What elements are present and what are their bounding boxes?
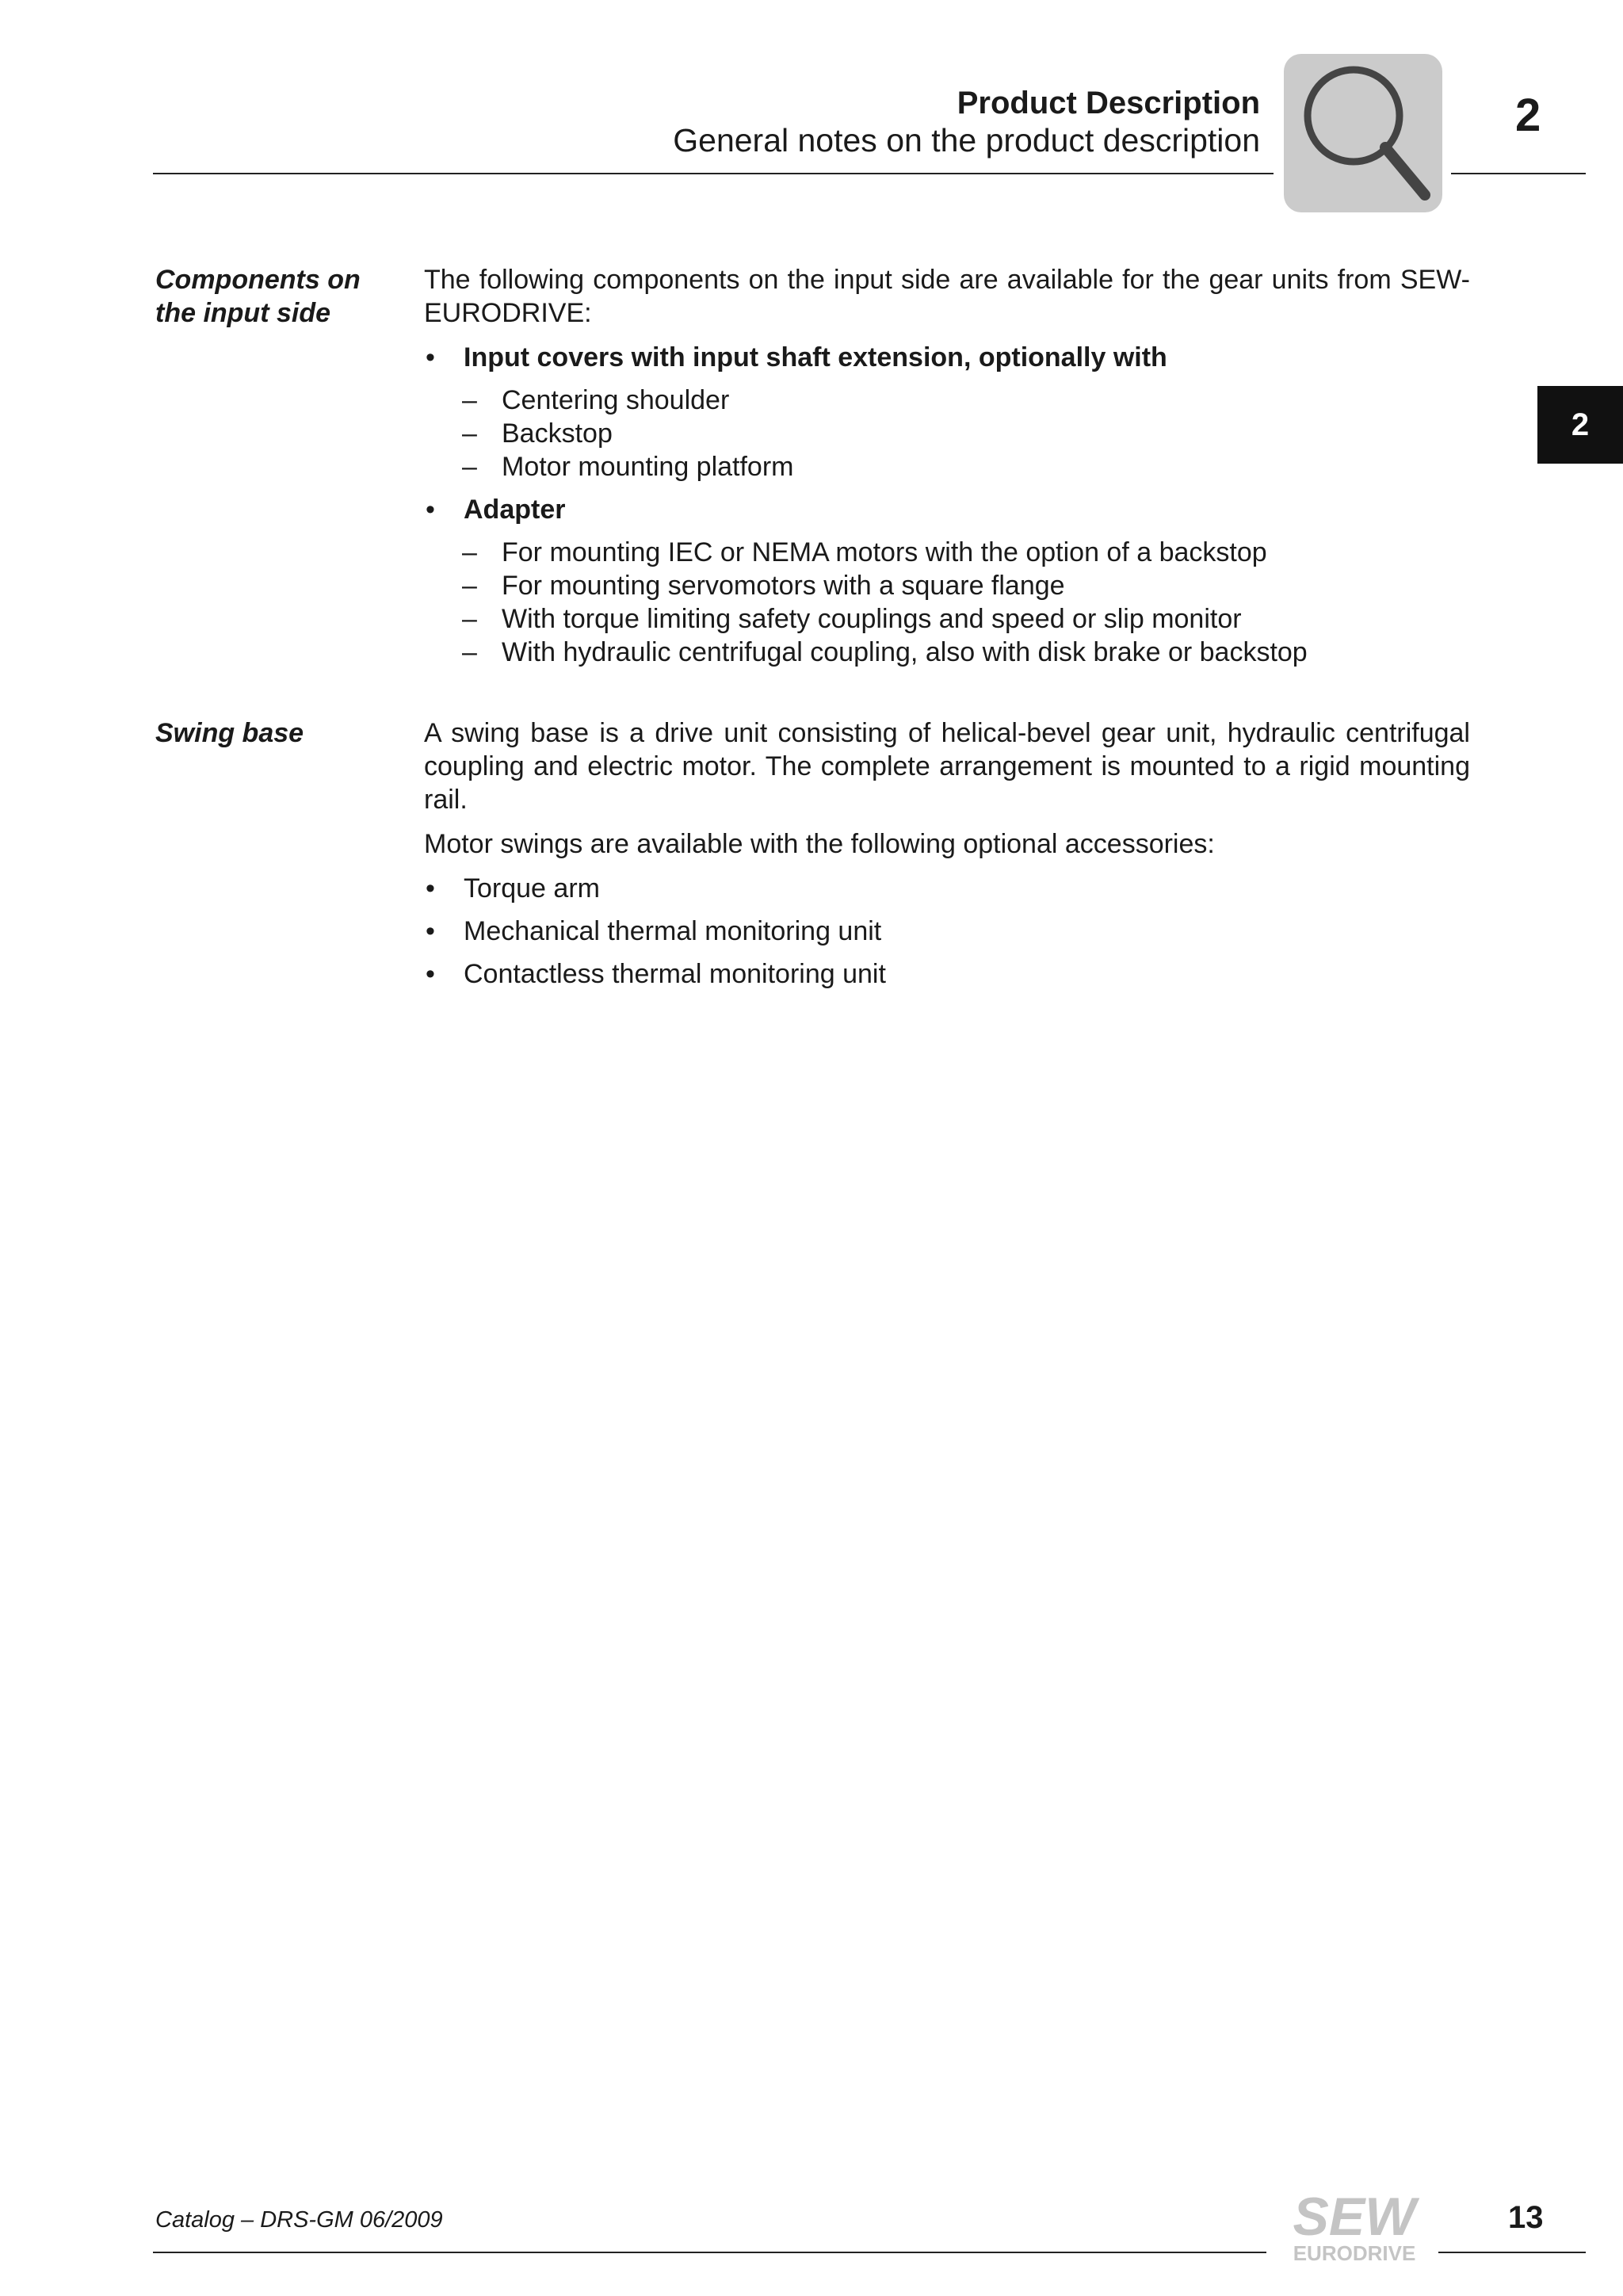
bullet-mark: • — [426, 495, 435, 525]
footer-rule-right — [1438, 2252, 1586, 2253]
header-rule-right — [1451, 173, 1586, 174]
page-title: Product Description — [957, 86, 1260, 120]
sub-list — [424, 384, 1470, 483]
list-item-text: Torque arm — [464, 873, 600, 904]
bullet-mark: • — [426, 873, 435, 904]
bullet-mark: • — [426, 959, 435, 989]
logo-word-bottom: EURODRIVE — [1293, 2241, 1416, 2265]
sub-list-item: – For mounting IEC or NEMA motors with the option of a backstop — [462, 537, 1267, 567]
sub-list-item: – With hydraulic centrifugal coupling, also with disk brake or backstop — [462, 637, 1308, 667]
section-label-line: Swing base — [155, 718, 304, 748]
bullet-mark: • — [426, 916, 435, 946]
magnifier-icon — [1284, 54, 1442, 212]
page-subtitle: General notes on the product description — [673, 122, 1260, 159]
list-item — [424, 872, 1470, 905]
footer-rule — [153, 2252, 1266, 2253]
page-number: 13 — [1508, 2200, 1544, 2235]
list-item — [424, 957, 1470, 991]
list-item — [424, 493, 1470, 526]
section-label-line: Components on — [155, 265, 361, 295]
sew-eurodrive-logo — [1274, 2186, 1434, 2265]
catalog-reference: Catalog – DRS-GM 06/2009 — [155, 2207, 443, 2233]
list-item — [424, 341, 1470, 374]
list-item-text: Adapter — [464, 495, 566, 525]
chapter-tab[interactable] — [1537, 386, 1623, 464]
section-input-components — [424, 263, 1470, 678]
sub-list-item: – Backstop — [462, 418, 613, 449]
section-label-swing-base — [155, 716, 304, 750]
sub-list-item: – For mounting servomotors with a square flange — [462, 571, 1065, 601]
sub-list — [424, 536, 1470, 669]
list-item-text: Mechanical thermal monitoring unit — [464, 916, 882, 946]
header-rule — [153, 173, 1274, 174]
sub-list-item: – With torque limiting safety couplings and speed or slip monitor — [462, 604, 1242, 634]
paragraph: A swing base is a drive unit consisting of helical-bevel gear unit, hydraulic centrifugal coupling and electric motor. The complete arrangement is mounted to a rigid mounting rail. — [424, 718, 1470, 815]
chapter-tab-label: 2 — [1571, 407, 1590, 442]
list-item — [424, 915, 1470, 948]
sub-list-item: – Centering shoulder — [462, 385, 730, 415]
paragraph: Motor swings are available with the following optional accessories: — [424, 829, 1215, 859]
list-item-text: Contactless thermal monitoring unit — [464, 959, 886, 989]
section-swing-base — [424, 716, 1470, 1000]
sub-list-item: – Motor mounting platform — [462, 452, 794, 482]
section-label-line: the input side — [155, 298, 330, 328]
section-intro: The following components on the input side are available for the gear units from SEW-EURODRIVE: — [424, 265, 1470, 328]
bullet-mark: • — [426, 342, 435, 372]
chapter-number: 2 — [1515, 90, 1541, 141]
logo-word-top: SEW — [1293, 2187, 1416, 2247]
section-label-input-components — [155, 263, 361, 330]
list-item-text: Input covers with input shaft extension, optionally with — [464, 342, 1167, 372]
